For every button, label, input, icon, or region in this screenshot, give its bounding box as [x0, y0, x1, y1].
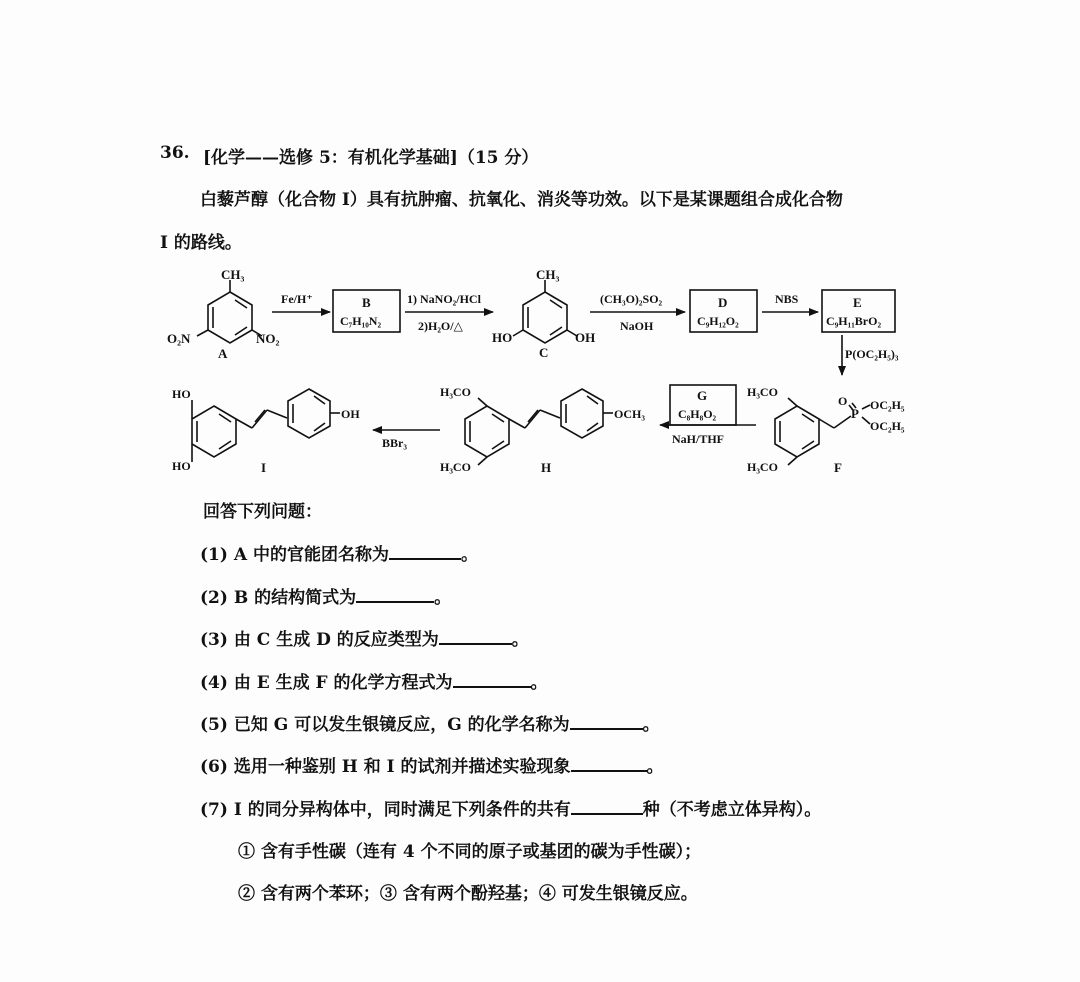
- q2-text: (2) B 的结构简式为: [200, 588, 357, 608]
- compound-h-structure: [465, 389, 613, 465]
- f-p: P: [851, 406, 859, 421]
- compound-a-structure: [197, 280, 262, 343]
- a-no2-right: NO₂: [256, 331, 280, 346]
- reagent-fe-h: Fe/H⁺: [281, 292, 313, 306]
- q6-text: (6) 选用一种鉴别 H 和 I 的试剂并描述实验现象: [200, 757, 571, 777]
- question-3: [200, 625, 529, 650]
- c-oh-right: OH: [575, 330, 596, 345]
- c-ch3: CH₃: [536, 267, 560, 282]
- label-i: I: [261, 460, 267, 475]
- f-ome-bottom: H₃CO: [747, 460, 778, 474]
- box-e-formula: C₉H₁₁BrO₂: [826, 314, 882, 328]
- label-h: H: [541, 460, 552, 475]
- reagent-nano2-hcl: 1) NaNO₂/HCl: [407, 292, 481, 306]
- reagent-bbr3: BBr₃: [382, 436, 407, 450]
- label-c: C: [539, 345, 549, 360]
- q1-text: (1) A 中的官能团名称为: [200, 545, 389, 565]
- h-ome-top: H₃CO: [440, 385, 471, 399]
- condition-1: ① 含有手性碳（连有 4 个不同的原子或基团的碳为手性碳）；: [238, 842, 702, 862]
- f-oet-1: OC₂H₅: [870, 398, 905, 412]
- intro-line-2: I 的路线。: [160, 233, 242, 253]
- compound-i-structure: [192, 389, 340, 462]
- q3-answer-blank[interactable]: [439, 629, 512, 645]
- box-d-formula: C₉H₁₂O₂: [697, 314, 739, 328]
- reagent-nbs: NBS: [775, 292, 799, 306]
- reagent-dimethyl-sulfate: (CH₃O)₂SO₂: [600, 292, 663, 306]
- reagent-naoh: NaOH: [620, 319, 654, 333]
- a-no2-left: O₂N: [167, 331, 191, 346]
- i-oh-bottom: HO: [172, 459, 191, 473]
- q7-answer-blank[interactable]: [571, 799, 643, 815]
- reagent-nah-thf: NaH/THF: [672, 432, 725, 446]
- condition-2: ② 含有两个苯环；③ 含有两个酚羟基；④ 可发生银镜反应。: [238, 884, 698, 904]
- f-oet-2: OC₂H₅: [870, 419, 905, 433]
- h-ome-right: OCH₃: [614, 407, 645, 421]
- q5-end: 。: [642, 715, 660, 735]
- box-b-letter: B: [362, 295, 371, 310]
- q5-answer-blank[interactable]: [570, 714, 643, 730]
- f-o: O: [838, 394, 848, 408]
- q6-answer-blank[interactable]: [571, 756, 647, 772]
- reagent-triethyl-phosphite: P(OC₂H₅)₃: [845, 347, 899, 361]
- q7-text-b: 种（不考虑立体异构）。: [642, 800, 822, 820]
- q1-end: 。: [460, 545, 478, 565]
- question-heading: [化学——选修 5：有机化学基础]（15 分）: [203, 148, 539, 168]
- q4-answer-blank[interactable]: [453, 672, 531, 688]
- box-d-letter: D: [718, 295, 728, 310]
- q5-text: (5) 已知 G 可以发生银镜反应，G 的化学名称为: [200, 715, 570, 735]
- question-6: [200, 752, 664, 777]
- label-a: A: [218, 346, 228, 361]
- c-oh-left: HO: [492, 330, 513, 345]
- q1-answer-blank[interactable]: [389, 544, 461, 560]
- box-g-formula: C₈H₈O₂: [678, 407, 717, 421]
- box-b-formula: C₇H₁₀N₂: [340, 314, 382, 328]
- compound-c-structure: [513, 280, 577, 343]
- question-4: [200, 668, 548, 693]
- q3-text: (3) 由 C 生成 D 的反应类型为: [200, 630, 439, 650]
- q7-text-a: (7) I 的同分异构体中，同时满足下列条件的共有: [200, 800, 571, 820]
- question-1: [200, 540, 478, 565]
- i-oh-top: HO: [172, 387, 191, 401]
- question-number: 36.: [160, 143, 190, 163]
- intro-line-1: 白藜芦醇（化合物 I）具有抗肿瘤、抗氧化、消炎等功效。以下是某课题组合成化合物: [200, 190, 843, 210]
- question-5: [200, 710, 660, 735]
- box-g-letter: G: [697, 388, 708, 403]
- label-f: F: [834, 460, 842, 475]
- q6-end: 。: [646, 757, 664, 777]
- box-e-letter: E: [853, 295, 862, 310]
- a-ch3: CH₃: [221, 267, 245, 282]
- q3-end: 。: [511, 630, 529, 650]
- answer-prompt: 回答下列问题：: [203, 502, 322, 522]
- question-2: [200, 583, 451, 608]
- f-ome-top: H₃CO: [747, 385, 778, 399]
- h-ome-bottom: H₃CO: [440, 460, 471, 474]
- q2-answer-blank[interactable]: [356, 587, 434, 603]
- question-7: [200, 795, 821, 820]
- i-oh-right: OH: [341, 407, 360, 421]
- q4-text: (4) 由 E 生成 F 的化学方程式为: [200, 673, 453, 693]
- q2-end: 。: [434, 588, 452, 608]
- reagent-h2o-heat: 2)H₂O/△: [418, 319, 463, 333]
- q4-end: 。: [530, 673, 548, 693]
